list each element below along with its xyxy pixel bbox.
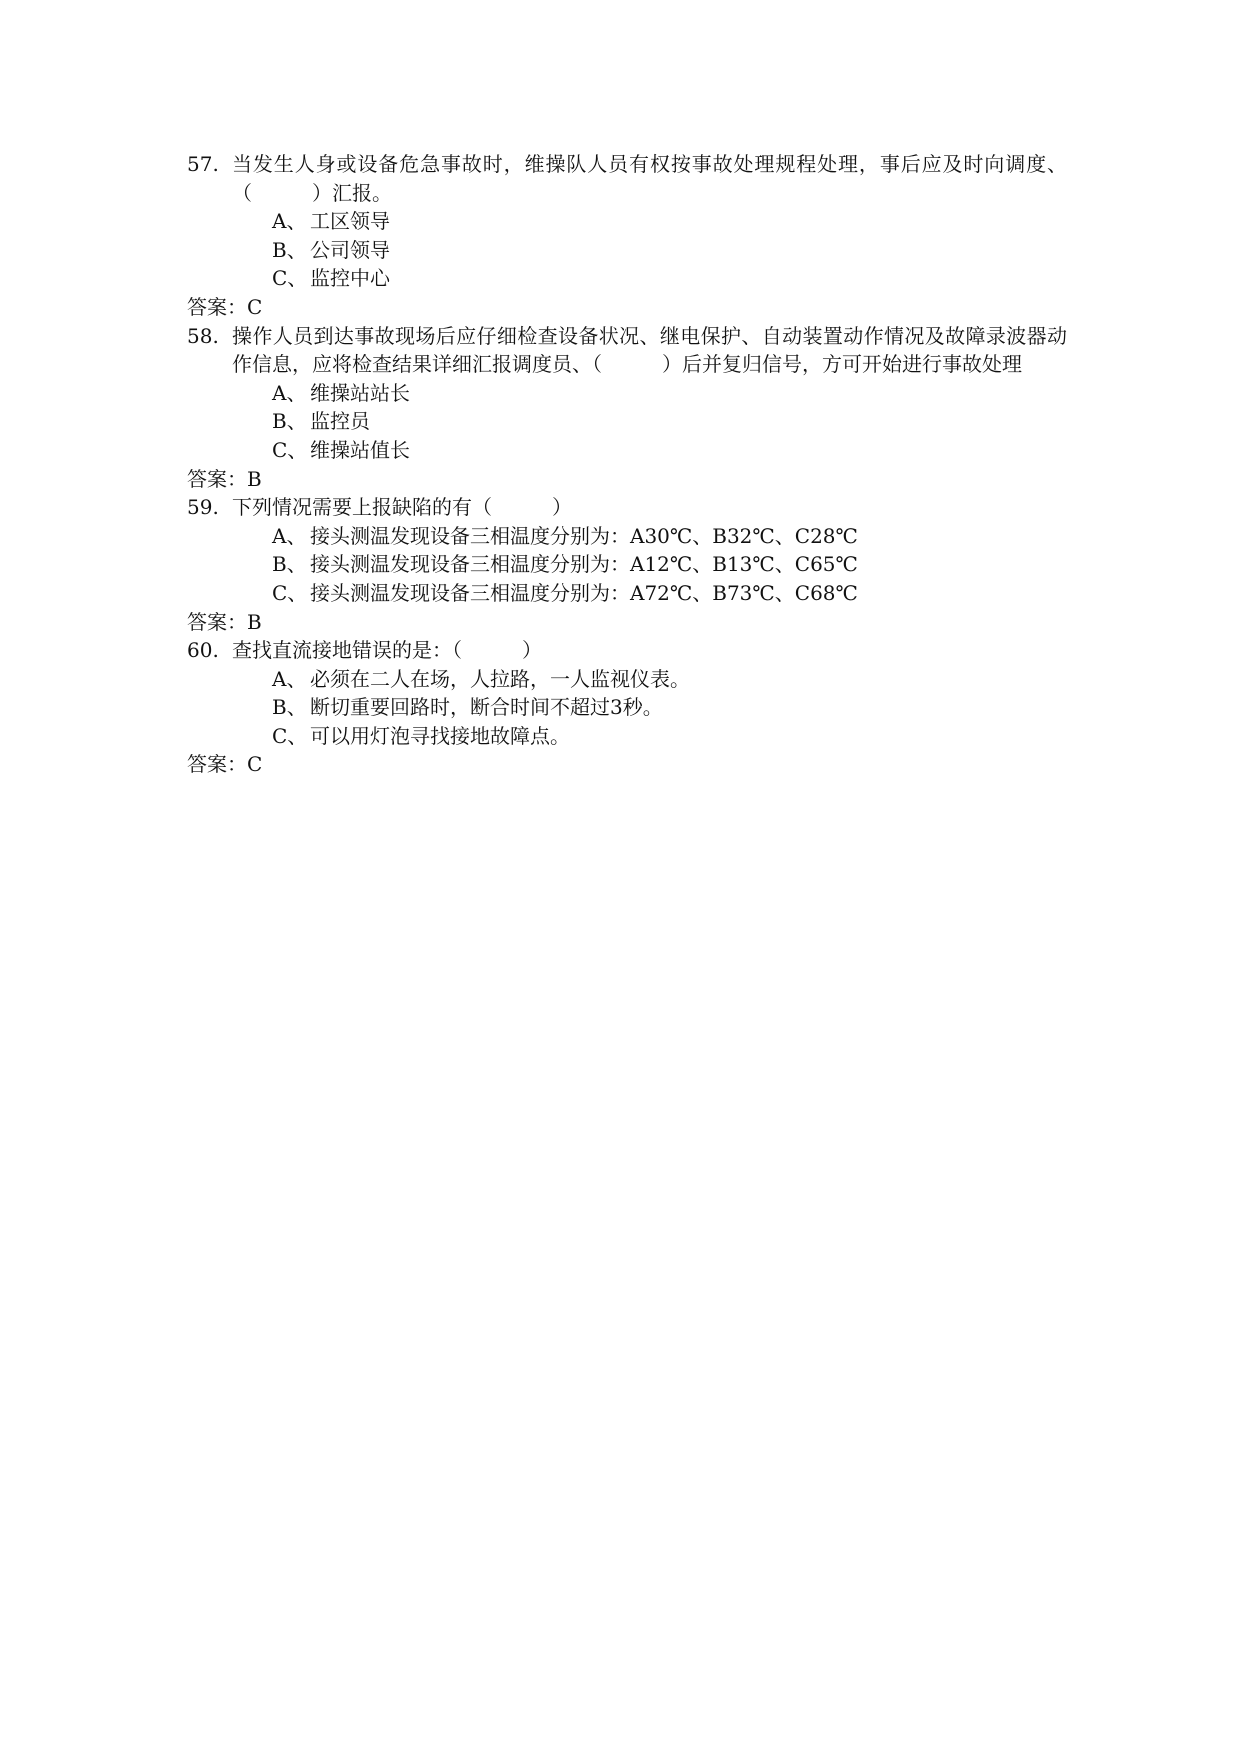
option-b [187,407,1067,436]
question-57 [187,150,1067,322]
option-c [187,436,1067,465]
option-letter: C、 [272,723,308,748]
question-58 [187,322,1067,494]
option-a [187,207,1067,236]
question-text: 操作人员到达事故现场后应仔细检查设备状况、继电保护、自动装置动作情况及故障录波器动作信息，应将检查结果详细汇报调度员、（ ）后并复归信号，方可开始进行事故处理 [232,323,1067,377]
question-number: 60. [187,638,219,663]
option-letter: B、 [272,552,307,577]
option-letter: A、 [272,209,307,234]
question-number: 57. [187,152,219,176]
option-text: 断切重要回路时，断合时间不超过3秒。 [310,695,663,720]
option-text: 接头测温发现设备三相温度分别为：A12℃、B13℃、C65℃ [310,552,858,577]
option-a [187,665,1067,694]
option-letter: C、 [272,437,308,462]
question-stem [187,636,1067,665]
option-text: 维操站值长 [310,437,410,462]
question-60 [187,636,1067,779]
option-c [187,264,1067,293]
option-a [187,379,1067,408]
document-page [187,150,1067,779]
option-text: 监控员 [310,409,370,434]
option-letter: C、 [272,580,308,605]
question-text: 下列情况需要上报缺陷的有（ ） [232,495,572,520]
option-text: 可以用灯泡寻找接地故障点。 [310,723,570,748]
answer-line: 答案：B [187,466,262,491]
option-b [187,236,1067,265]
option-text: 工区领导 [310,209,390,234]
answer-line: 答案：C [187,294,263,319]
option-c [187,579,1067,608]
option-text: 维操站站长 [310,380,410,405]
question-stem [187,150,1067,207]
option-b [187,550,1067,579]
question-number: 59. [187,495,219,520]
answer-line: 答案：B [187,609,262,634]
question-59 [187,493,1067,636]
option-text: 接头测温发现设备三相温度分别为：A30℃、B32℃、C28℃ [310,523,858,548]
option-b [187,693,1067,722]
option-text: 必须在二人在场，人拉路，一人监视仪表。 [310,666,690,691]
option-letter: B、 [272,237,307,262]
question-text: 当发生人身或设备危急事故时，维操队人员有权按事故处理规程处理，事后应及时向调度、（ ）汇报。 [232,152,1067,205]
option-a [187,522,1067,551]
option-text: 接头测温发现设备三相温度分别为：A72℃、B73℃、C68℃ [310,580,858,605]
option-text: 监控中心 [310,266,390,291]
question-stem [187,322,1067,379]
question-text: 查找直流接地错误的是：（ ） [232,638,542,663]
question-number: 58. [187,323,219,348]
option-letter: B、 [272,695,307,720]
answer-line: 答案：C [187,752,263,777]
option-letter: B、 [272,409,307,434]
option-letter: A、 [272,666,307,691]
option-letter: A、 [272,380,307,405]
option-c [187,722,1067,751]
question-stem [187,493,1067,522]
option-letter: A、 [272,523,307,548]
option-text: 公司领导 [310,237,390,262]
option-letter: C、 [272,266,308,291]
